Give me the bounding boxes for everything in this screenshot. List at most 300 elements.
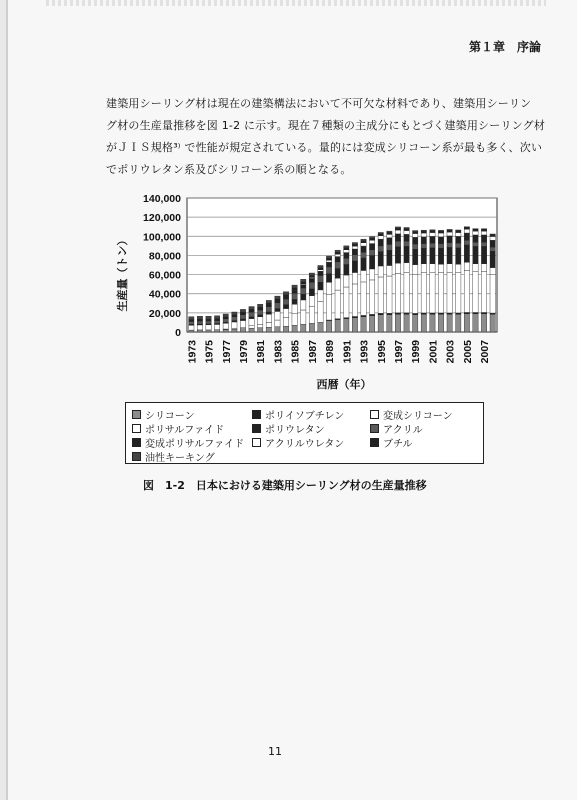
legend-item [132,449,215,464]
bar-segment [335,252,340,254]
bar-segment [404,246,409,262]
legend-label: シリコーン [145,411,195,422]
bar-segment [456,264,461,272]
bar-segment [361,282,366,316]
bar-segment [430,313,435,314]
bar-segment [447,236,452,243]
bar-segment [464,314,469,332]
bar-segment [387,250,392,265]
bar-segment [283,295,288,297]
bar-segment [404,241,409,246]
bar-segment [387,238,392,245]
bar-segment [481,314,486,332]
bar-segment [387,313,392,314]
x-tick-label: 1991 [341,340,354,364]
bar-segment [490,268,495,275]
bar-segment [447,313,452,314]
y-tick-label: 40,000 [148,288,181,301]
bar-segment [344,258,349,264]
bar-segment [464,227,469,228]
bar-segment [223,330,228,332]
bar-segment [318,270,323,271]
bar-segment [447,232,452,236]
bar-segment [481,246,486,263]
bar-segment [283,297,288,299]
bar-segment [326,267,331,274]
bar-segment [369,237,374,239]
bar-segment [361,317,366,332]
bar-segment [387,276,392,313]
bar-segment [240,319,245,321]
bar-segment [490,251,495,267]
bar-segment [335,257,340,262]
bar-segment [292,325,297,332]
bar-segment [344,248,349,250]
bar-segment [438,313,443,314]
bar-segment [378,252,383,266]
bar-segment [447,247,452,263]
bar-segment [249,319,254,326]
bar-segment [378,313,383,314]
bar-segment [413,313,418,314]
bar-segment [249,326,254,328]
bar-segment [369,256,374,269]
bar-segment [395,234,400,241]
bar-segment [430,314,435,332]
paragraph-line: がＪＩＳ規格³⁾ で性能が規定されている。量的には変成シリコーン系が最も多く、次い [106,141,543,154]
bar-segment [438,248,443,264]
bar-segment [378,277,383,313]
legend-label: ポリイソブチレン [265,411,345,422]
bar-segment [438,273,443,313]
x-tick-label: 1989 [324,340,337,364]
legend-label: 油性キーキング [145,453,215,464]
legend-label: ブチル [383,439,413,450]
chart-legend [125,402,484,464]
legend-swatch [132,452,141,461]
bar-segment [361,246,366,252]
legend-label: 変成ポリサルファイド [145,439,245,450]
bar-segment [395,227,400,228]
bar-segment [283,305,288,309]
bar-segment [490,236,495,240]
bar-segment [404,273,409,313]
bar-segment [283,299,288,305]
legend-item [370,421,423,436]
bar-segment [395,241,400,247]
bar-segment [387,231,392,232]
bar-segment [344,253,349,259]
bar-segment [464,245,469,262]
bar-segment [301,310,306,324]
bar-segment [473,314,478,332]
page-number: 11 [268,745,282,758]
bar-segment [456,272,461,313]
bar-segment [266,305,271,306]
bar-segment [344,246,349,248]
bar-segment [473,246,478,263]
x-tick-label: 2003 [444,340,457,364]
bar-segment [197,316,202,319]
bar-segment [232,321,237,322]
bar-segment [430,231,435,233]
bar-segment [421,264,426,273]
bar-segment [344,265,349,276]
bar-segment [481,231,486,235]
bar-segment [421,231,426,233]
bar-segment [335,262,340,269]
bar-segment [292,293,297,299]
bar-segment [240,315,245,319]
bar-segment [430,264,435,273]
x-tick-label: 2005 [461,340,474,364]
legend-label: 変成シリコーン [383,411,453,422]
bar-segment [473,231,478,235]
legend-item [370,435,413,450]
bar-segment [404,234,409,241]
bar-segment [352,272,357,283]
bar-segment [438,230,443,231]
legend-swatch [370,410,379,419]
bar-segment [456,233,461,237]
bar-segment [404,227,409,228]
bar-segment [387,234,392,237]
bar-segment [413,244,418,249]
bar-segment [301,324,306,332]
bar-segment [352,249,357,255]
bar-segment [275,303,280,309]
x-tick-label: 1993 [358,340,371,364]
bar-segment [249,317,254,319]
legend-item [252,421,325,436]
bar-segment [249,328,254,332]
bar-segment [232,317,237,321]
bar-segment [301,282,306,284]
bar-segment [292,299,297,304]
bar-segment [361,258,366,270]
legend-label: ポリウレタン [265,425,325,436]
bar-segment [318,265,323,267]
bar-segment [361,252,366,258]
bar-segment [318,276,323,283]
bar-segment [352,244,357,246]
bar-segment [258,304,263,307]
bar-segment [283,318,288,327]
x-tick-label: 1997 [393,340,405,364]
legend-item [132,421,224,436]
bar-segment [266,314,271,322]
bar-segment [447,229,452,230]
bar-segment [318,282,323,290]
x-tick-label: 1995 [375,340,388,364]
bar-segment [292,304,297,314]
y-tick-label: 80,000 [148,250,181,263]
bar-segment [301,279,306,282]
legend-label: ポリサルファイド [145,425,225,436]
bar-segment [395,247,400,263]
x-tick-label: 1977 [220,340,233,364]
bar-segment [464,227,469,229]
bar-segment [369,269,374,280]
bar-segment [344,250,349,253]
bar-segment [344,319,349,332]
bar-segment [421,273,426,313]
bar-segment [309,289,314,296]
bar-segment [413,265,418,275]
bar-segment [352,261,357,272]
paragraph-line: 建築用シーリング材は現在の建築構法において不可欠な材料であり、建築用シーリン [106,97,532,110]
x-tick-label: 2001 [427,340,440,364]
bar-segment [275,320,280,327]
bar-segment [378,232,383,233]
bar-segment [464,270,469,312]
bar-segment [206,321,211,324]
figure-caption: 図 1-2 日本における建築用シーリング材の生産量推移 [143,479,427,492]
bar-segment [395,314,400,332]
bar-segment [335,278,340,290]
bar-segment [335,290,340,319]
bar-segment [413,274,418,313]
bar-segment [214,324,219,329]
bar-segment [464,262,469,270]
legend-item [132,407,195,422]
bar-segment [326,321,331,332]
bar-segment [490,234,495,235]
bar-segment [309,323,314,332]
bar-segment [206,330,211,332]
bar-segment [214,316,219,319]
y-tick-label: 0 [175,327,181,339]
bar-segment [266,303,271,305]
bar-segment [464,233,469,240]
bar-segment [206,325,211,330]
bar-segment [490,240,495,247]
bar-segment [232,322,237,328]
legend-swatch [132,424,141,433]
bar-segment [490,314,495,332]
bar-segment [249,309,254,311]
bar-segment [283,292,288,295]
y-tick-label: 140,000 [143,193,181,205]
bar-segment [456,243,461,248]
bar-segment [404,263,409,273]
bar-segment [490,247,495,251]
bar-segment [232,329,237,332]
bar-segment [395,274,400,313]
bar-segment [214,321,219,324]
bar-segment [352,284,357,317]
bar-segment [258,324,263,327]
bar-segment [318,322,323,332]
x-tick-label: 1983 [272,340,285,364]
bar-segment [456,231,461,233]
bar-segment [249,312,254,317]
bar-segment [301,285,306,288]
bar-segment [481,242,486,246]
bar-segment [438,237,443,244]
paragraph-line: でポリウレタン系及びシリコーン系の順となる。 [106,163,352,176]
bar-segment [473,229,478,230]
bar-segment [387,244,392,250]
bar-segment [369,238,374,240]
bar-segment [197,330,202,332]
legend-swatch [132,410,141,419]
bar-segment [413,231,418,232]
bar-segment [240,329,245,332]
bar-segment [344,287,349,318]
bar-segment [197,319,202,321]
bar-segment [249,307,254,310]
bar-segment [292,285,297,288]
bar-segment [404,314,409,332]
bar-segment [189,320,194,322]
bar-segment [326,282,331,294]
x-tick-label: 1975 [203,340,216,364]
bar-segment [292,314,297,325]
bar-segment [223,317,228,319]
bar-segment [344,275,349,287]
bar-segment [387,315,392,332]
bar-segment [464,240,469,245]
bar-segment [447,243,452,248]
bar-segment [369,316,374,332]
bar-segment [387,232,392,234]
bar-segment [456,230,461,231]
bar-segment [490,275,495,313]
legend-item [252,435,344,450]
bar-segment [258,315,263,317]
bar-segment [473,271,478,312]
legend-swatch [252,424,261,433]
bar-segment [266,312,271,314]
bar-segment [430,233,435,237]
bar-segment [361,270,366,281]
bar-segment [456,313,461,314]
bar-segment [421,313,426,314]
bar-segment [197,321,202,324]
bar-segment [421,248,426,263]
bar-segment [223,323,228,329]
bar-segment [275,301,280,303]
bar-segment [395,228,400,230]
legend-item [370,407,453,422]
bar-segment [206,319,211,321]
bar-segment [232,312,237,315]
bar-segment [438,231,443,233]
bar-segment [335,254,340,256]
bar-segment [481,229,486,231]
bar-segment [301,288,306,294]
bar-segment [189,321,194,324]
bar-segment [266,322,271,327]
bar-segment [240,321,245,328]
legend-swatch [252,438,261,447]
bar-segment [189,330,194,332]
bar-segment [456,236,461,243]
bar-segment [309,273,314,275]
bar-segment [283,326,288,332]
x-tick-label: 1981 [255,340,268,364]
bar-segment [473,242,478,246]
bar-segment [473,235,478,242]
bar-segment [223,314,228,317]
bar-segment [361,239,366,241]
bar-segment [438,264,443,273]
bar-segment [223,319,228,322]
bar-segment [447,272,452,313]
bar-segment [266,307,271,312]
bar-segment [301,294,306,300]
x-tick-label: 2007 [479,340,492,364]
bar-segment [352,255,357,261]
bar-segment [275,309,280,312]
bar-segment [404,313,409,314]
chapter-header: 第１章 序論 [468,40,541,54]
bar-segment [214,330,219,332]
bar-segment [326,262,331,267]
y-tick-label: 120,000 [143,212,181,225]
bar-segment [361,243,366,246]
bar-segment [326,258,331,260]
bar-segment [447,264,452,273]
bar-segment [326,294,331,320]
bar-segment [421,233,426,237]
bar-segment [352,246,357,249]
x-tick-label: 1999 [410,340,423,364]
bar-segment [266,327,271,332]
bar-segment [378,266,383,277]
bar-segment [197,325,202,330]
bar-segment [309,306,314,323]
bar-segment [473,229,478,231]
x-axis-title: 西暦（年） [316,378,372,391]
bar-segment [378,234,383,236]
bar-segment [369,250,374,256]
x-tick-label: 1987 [306,340,319,364]
bar-segment [326,260,331,262]
bar-segment [413,315,418,332]
bar-segment [413,249,418,264]
bar-segment [309,276,314,278]
x-tick-label: 1979 [238,340,250,364]
bar-segment [369,314,374,315]
bar-segment [430,272,435,313]
bar-segment [464,229,469,233]
x-tick-label: 1985 [289,340,302,364]
bar-segment [309,278,314,282]
bar-segment [318,290,323,301]
bar-segment [481,271,486,312]
bar-segment [240,327,245,328]
bar-segment [258,307,263,309]
bar-segment [369,280,374,314]
bar-segment [387,265,392,276]
bar-segment [456,248,461,264]
bar-segment [395,230,400,234]
bar-segment [369,240,374,243]
bar-segment [275,299,280,301]
bar-segment [232,315,237,317]
bar-segment [335,250,340,252]
legend-swatch [252,410,261,419]
bar-segment [413,232,418,234]
bar-segment [309,282,314,289]
bar-segment [275,327,280,332]
legend-label: アクリルウレタン [265,439,345,450]
bar-segment [430,230,435,231]
bar-segment [421,230,426,231]
bar-segment [404,231,409,235]
